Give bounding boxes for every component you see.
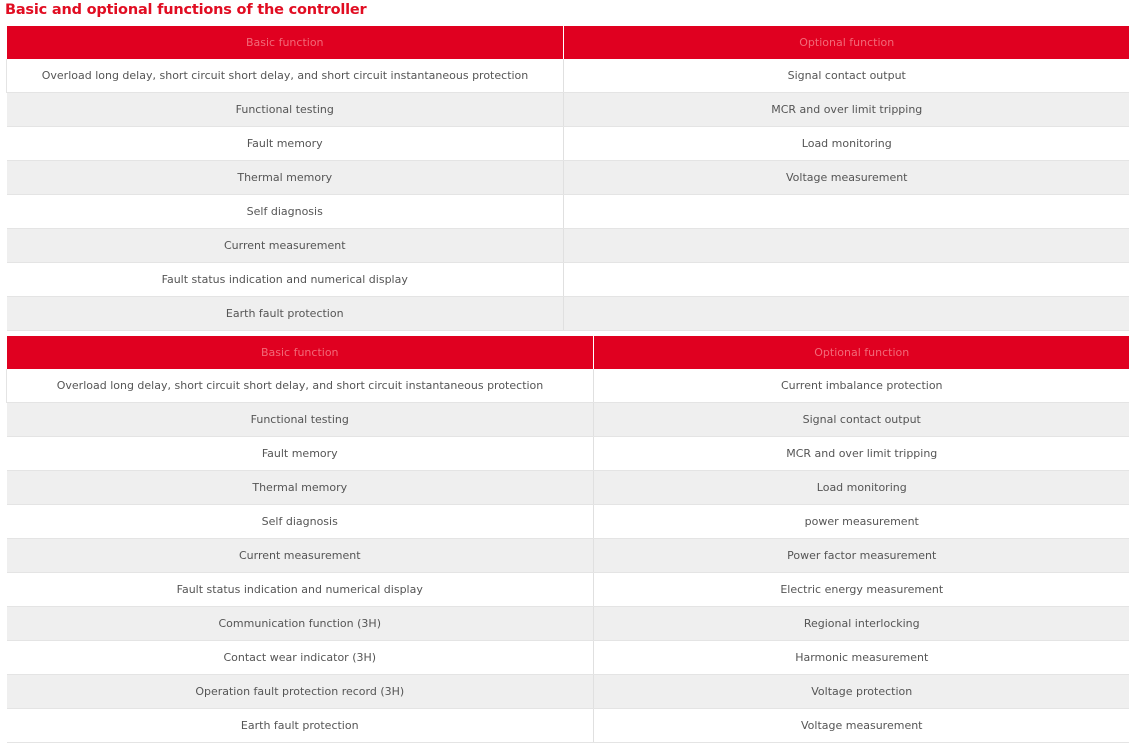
basic-function-cell: Current measurement (7, 539, 594, 573)
table-row (7, 263, 1129, 297)
table-header (7, 336, 1129, 369)
basic-function-cell: Fault memory (7, 437, 594, 471)
optional-function-cell: Regional interlocking (594, 607, 1129, 641)
basic-function-cell: Functional testing (7, 93, 564, 127)
basic-function-cell: Earth fault protection (7, 297, 564, 331)
header-optional-function: Optional function (594, 336, 1129, 369)
optional-function-cell: power measurement (594, 505, 1129, 539)
table-row (7, 195, 1129, 229)
optional-function-cell: Voltage measurement (564, 161, 1129, 195)
optional-function-cell: Electric energy measurement (594, 573, 1129, 607)
basic-function-cell: Earth fault protection (7, 709, 594, 743)
functions-table-1 (6, 26, 1129, 331)
optional-function-cell (564, 263, 1129, 297)
functions-table-2 (6, 336, 1129, 743)
table-row (7, 607, 1129, 641)
table-row (7, 369, 1129, 403)
table-row (7, 641, 1129, 675)
table-body (7, 369, 1129, 743)
basic-function-cell: Overload long delay, short circuit short delay, and short circuit instantaneous protection (7, 59, 564, 93)
table-header (7, 26, 1129, 59)
optional-function-cell: Load monitoring (594, 471, 1129, 505)
table-row (7, 471, 1129, 505)
table-row (7, 709, 1129, 743)
optional-function-cell: Harmonic measurement (594, 641, 1129, 675)
header-basic-function: Basic function (7, 336, 594, 369)
optional-function-cell: Signal contact output (564, 59, 1129, 93)
optional-function-cell: Voltage protection (594, 675, 1129, 709)
table-row (7, 229, 1129, 263)
table-row (7, 297, 1129, 331)
optional-function-cell: Current imbalance protection (594, 369, 1129, 403)
table-row (7, 403, 1129, 437)
header-optional-function: Optional function (564, 26, 1129, 59)
table-row (7, 573, 1129, 607)
optional-function-cell: Load monitoring (564, 127, 1129, 161)
optional-function-cell: MCR and over limit tripping (564, 93, 1129, 127)
optional-function-cell: MCR and over limit tripping (594, 437, 1129, 471)
optional-function-cell (564, 195, 1129, 229)
basic-function-cell: Fault memory (7, 127, 564, 161)
header-basic-function: Basic function (7, 26, 564, 59)
basic-function-cell: Self diagnosis (7, 505, 594, 539)
optional-function-cell: Signal contact output (594, 403, 1129, 437)
basic-function-cell: Operation fault protection record (3H) (7, 675, 594, 709)
basic-function-cell: Thermal memory (7, 471, 594, 505)
basic-function-cell: Fault status indication and numerical display (7, 573, 594, 607)
basic-function-cell: Current measurement (7, 229, 564, 263)
basic-function-cell: Self diagnosis (7, 195, 564, 229)
table-row (7, 539, 1129, 573)
optional-function-cell: Voltage measurement (594, 709, 1129, 743)
basic-function-cell: Fault status indication and numerical display (7, 263, 564, 297)
basic-function-cell: Overload long delay, short circuit short delay, and short circuit instantaneous protection (7, 369, 594, 403)
basic-function-cell: Communication function (3H) (7, 607, 594, 641)
table-body (7, 59, 1129, 331)
optional-function-cell (564, 297, 1129, 331)
table-row (7, 127, 1129, 161)
optional-function-cell (564, 229, 1129, 263)
optional-function-cell: Power factor measurement (594, 539, 1129, 573)
page-title: Basic and optional functions of the controller (5, 2, 367, 18)
table-row (7, 59, 1129, 93)
table-row (7, 437, 1129, 471)
table-row (7, 505, 1129, 539)
table-row (7, 675, 1129, 709)
table-row (7, 93, 1129, 127)
basic-function-cell: Thermal memory (7, 161, 564, 195)
basic-function-cell: Contact wear indicator (3H) (7, 641, 594, 675)
basic-function-cell: Functional testing (7, 403, 594, 437)
table-row (7, 161, 1129, 195)
